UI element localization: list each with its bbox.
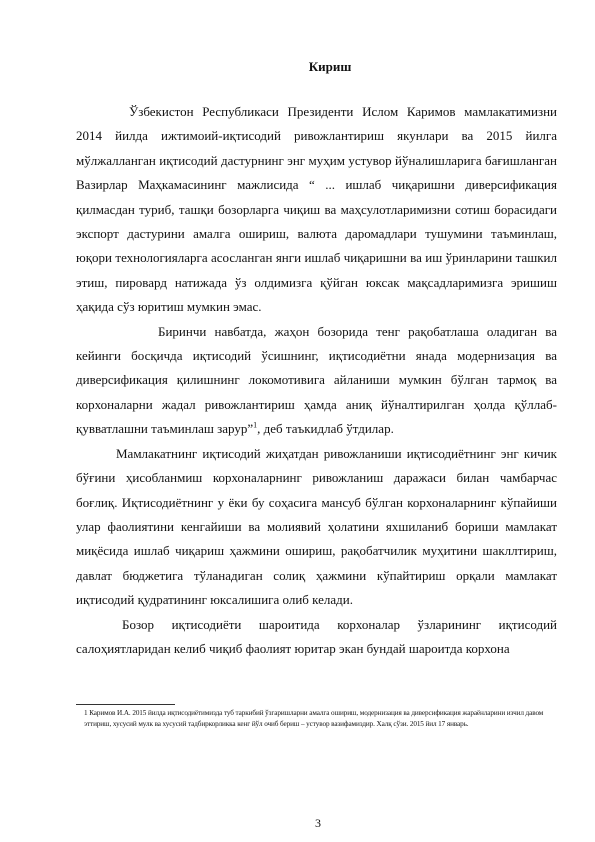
body-text	[76, 100, 557, 661]
paragraph-2-text: Биринчи навбатда, жаҳон бозорида тенг рақобатлаша оладиган ва кейинги босқичда иқтисодий ўсишнинг, иқтисодиётни янада модернизация ва диверсификация қилишнинг локомотивига айланиши мумкин бўлган тармоқ ва корхоналарни жадал ривожлантириш ҳамда аниқ йўналтирилган ҳолда қўллаб-қувватлашни таъминлаш зарур”	[76, 323, 557, 437]
paragraph-4: Бозор иқтисодиёти шароитида корхоналар ўзларининг иқтисодий салоҳиятларидан келиб чиқиб фаолият юритар экан бундай шароитда корхона	[76, 616, 557, 656]
footnote: 1 Каримов И.А. 2015 йилда иқтисодиётимизда туб таркибий ўзгаришларни амалга ошириш, модернизация ва диверсификация жараёнларини изчил давом эттириш, хусусий мулк ва хусусий тадбиркорликка кенг йўл очиб бериш – устувор вазифамиздир. Халқ сўзи. 2015 йил 17 январь.	[84, 709, 544, 728]
paragraph-2-text-after: , деб таъкидлаб ўтдилар.	[257, 421, 394, 437]
page-number: 3	[315, 816, 321, 830]
footnote-reference[interactable]: 1	[253, 420, 258, 430]
paragraph-2	[76, 320, 557, 442]
footnote-separator	[76, 704, 175, 705]
paragraph-3: Мамлакатнинг иқтисодий жиҳатдан ривожланиши иқтисодиётнинг энг кичик бўғини ҳисобланмиш корхоналарнинг ривожланиш даражаси билан чамбарчас боғлиқ. Иқтисодиётнинг у ёки бу соҳасига мансуб бўлган корхоналарнинг кўпайиши улар фаолиятини кенгайиши ва молиявий ҳолатини яхшиланиб бориши мамлакат миқёсида ишлаб чиқариш ҳажмини ошириш, рақобатчилик муҳитини шакллтириш, давлат бюджетига тўланадиган солиқ ҳажмини кўпайтириш орқали мамлакат иқтисодий қудратининг юксалишига олиб келади.	[76, 445, 557, 608]
paragraph-1: Ўзбекистон Республикаси Президенти Ислом Каримов мамлакатимизни 2014 йилда ижтимоий-иқтисодий ривожлантириш якунлари ва 2015 йилга мўлжалланган иқтисодий дастурнинг энг муҳим устувор йўналишларига бағишланган Вазирлар Маҳкамасининг мажлисида “ ... ишлаб чиқаришни диверсификация қилмасдан туриб, ташқи бозорларга чиқиш ва маҳсулотларимизни сотиш борасидаги экспорт дастурини амалга ошириш, валюта даромадлари тушумини таъминлаш, юқори технологияларга асосланган янги ишлаб чиқаришни ва иш ўринларини ташкил этиш, пировард натижада ўз олдимизга қўйган юксак мақсадларимизга эришиш ҳақида сўз юритиш мумкин эмас.	[76, 104, 557, 315]
page-title: Кириш	[308, 59, 352, 74]
